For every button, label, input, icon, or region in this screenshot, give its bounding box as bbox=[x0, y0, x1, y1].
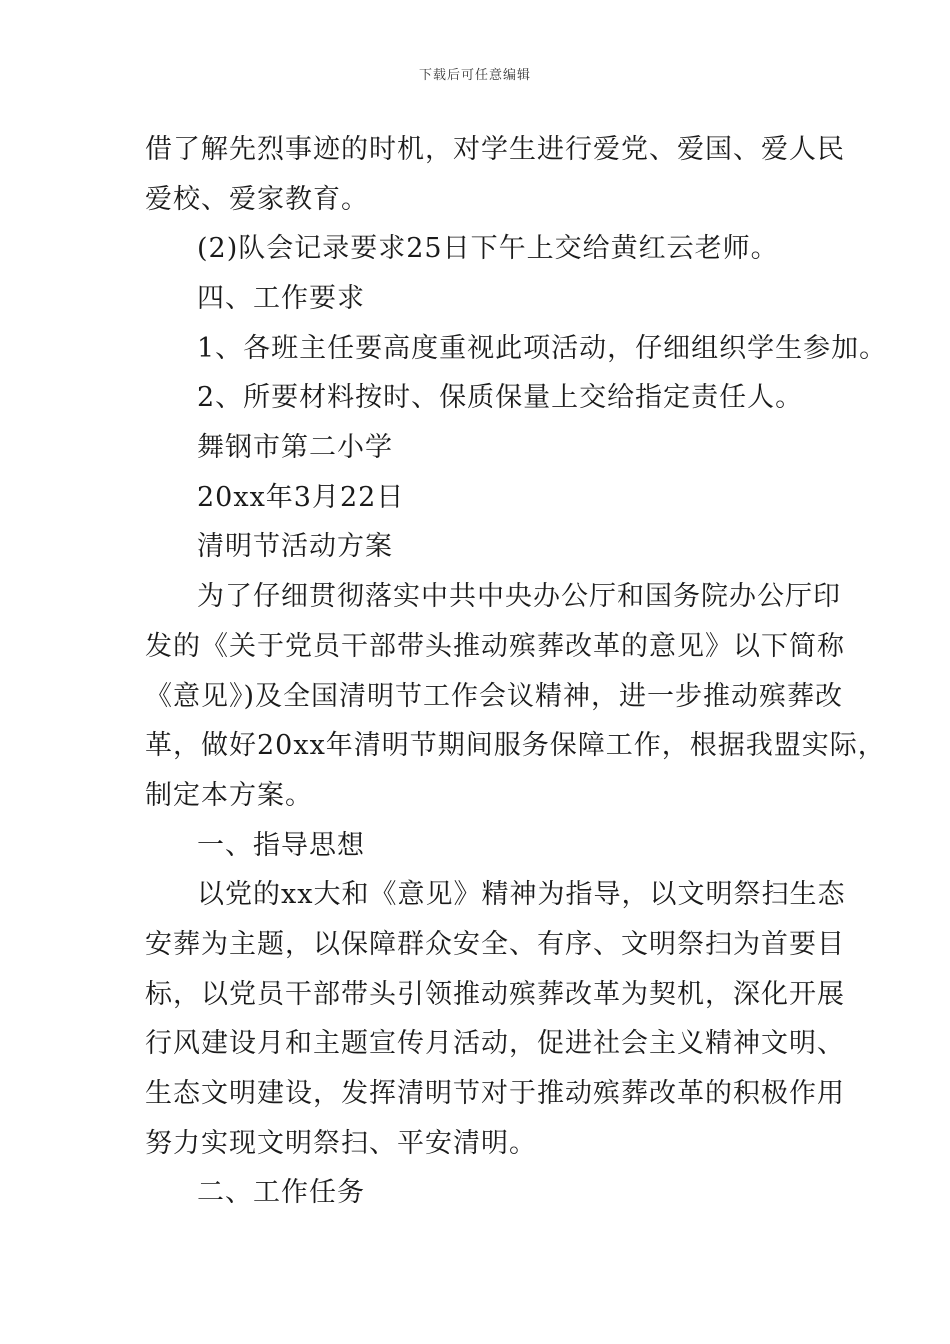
text-line: 为了仔细贯彻落实中共中央办公厅和国务院办公厅印 bbox=[197, 581, 841, 612]
signature-date: 20xx年3月22日 bbox=[197, 482, 405, 513]
text-line: 以党的xx大和《意见》精神为指导，以文明祭扫生态 bbox=[197, 879, 846, 910]
text-line: 革，做好20xx年清明节期间服务保障工作，根据我盟实际， bbox=[145, 730, 886, 761]
text-line: 《意见》)及全国清明节工作会议精神，进一步推动殡葬改 bbox=[145, 681, 844, 712]
document-title: 清明节活动方案 bbox=[197, 531, 393, 562]
section-heading: 四、工作要求 bbox=[197, 283, 365, 314]
page-header: 下载后可任意编辑 bbox=[418, 68, 531, 83]
text-line: 爱校、爱家教育。 bbox=[145, 184, 369, 215]
text-line: 行风建设月和主题宣传月活动，促进社会主义精神文明、 bbox=[145, 1028, 845, 1059]
section-heading: 二、工作任务 bbox=[197, 1177, 365, 1208]
signature-org: 舞钢市第二小学 bbox=[197, 432, 393, 463]
text-line: 1、各班主任要高度重视此项活动，仔细组织学生参加。 bbox=[197, 333, 888, 364]
section-heading: 一、指导思想 bbox=[197, 830, 365, 861]
text-line: (2)队会记录要求25日下午上交给黄红云老师。 bbox=[197, 233, 779, 264]
text-line: 发的《关于党员干部带头推动殡葬改革的意见》以下简称 bbox=[145, 631, 845, 662]
text-line: 努力实现文明祭扫、平安清明。 bbox=[145, 1128, 537, 1159]
text-line: 借了解先烈事迹的时机，对学生进行爱党、爱国、爱人民 bbox=[145, 134, 845, 165]
text-line: 2、所要材料按时、保质保量上交给指定责任人。 bbox=[197, 382, 804, 413]
text-line: 标，以党员干部带头引领推动殡葬改革为契机，深化开展 bbox=[145, 979, 845, 1010]
text-line: 安葬为主题，以保障群众安全、有序、文明祭扫为首要目 bbox=[145, 929, 845, 960]
text-line: 生态文明建设，发挥清明节对于推动殡葬改革的积极作用 bbox=[145, 1078, 845, 1109]
text-line: 制定本方案。 bbox=[145, 780, 313, 811]
